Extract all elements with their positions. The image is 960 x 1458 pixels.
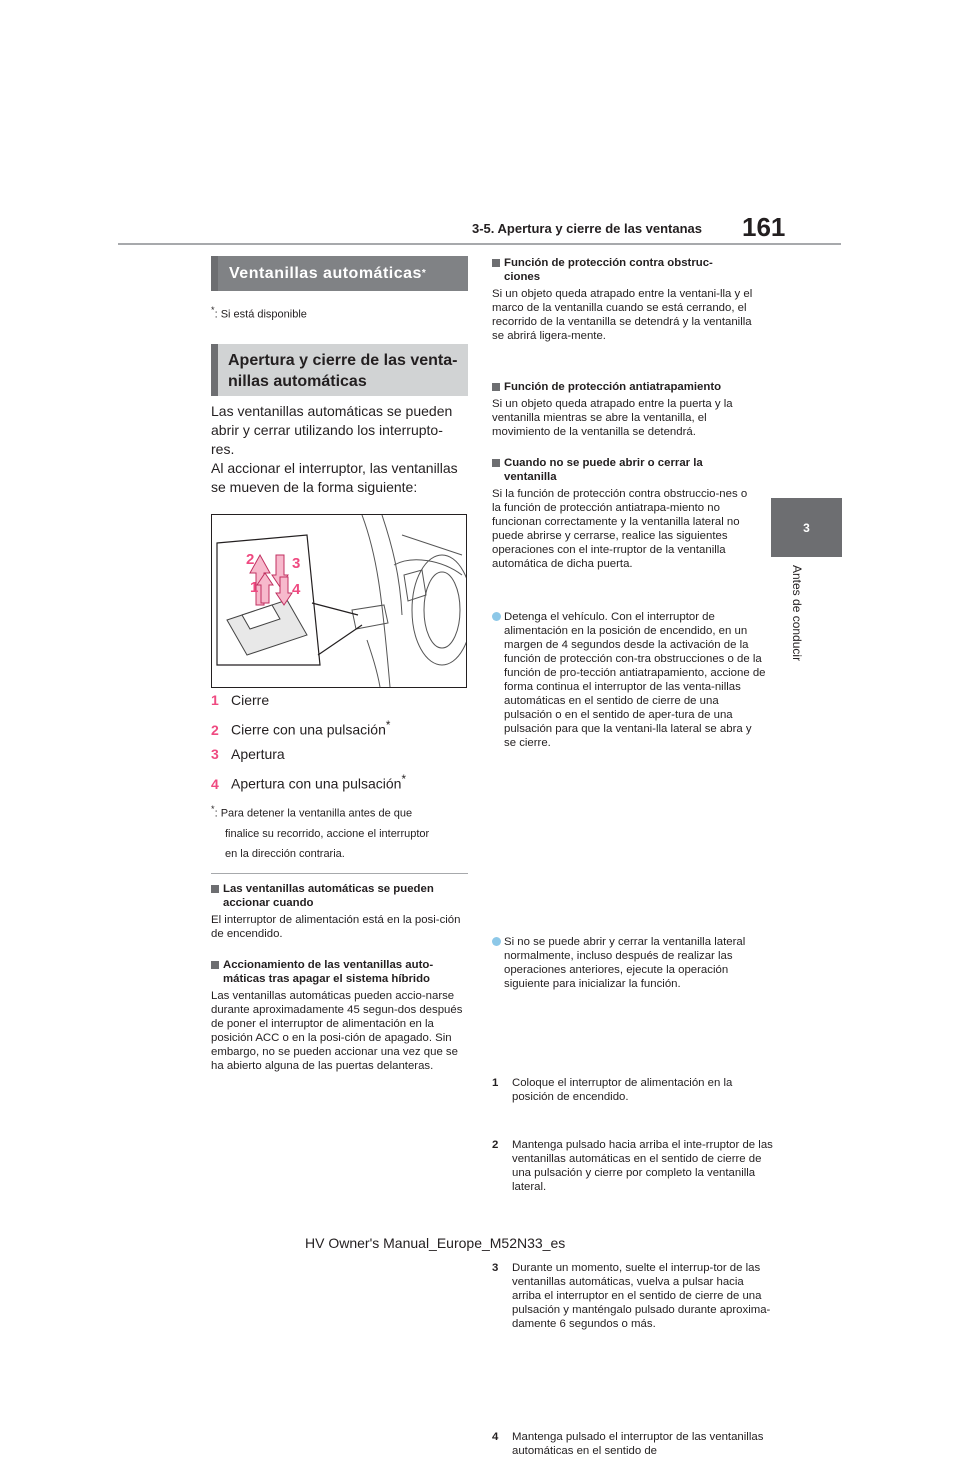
title-line: ventanilla [504, 471, 557, 483]
step-item [492, 1076, 774, 1104]
section-heading [211, 256, 468, 291]
intro-line: abrir y cerrar utilizando los interrupto- [211, 422, 443, 438]
note-line: en la dirección contraria. [225, 847, 345, 860]
legend-item [211, 746, 285, 762]
note-mark: * [211, 804, 215, 814]
footnote-mark: * [211, 305, 215, 315]
intro-line: se mueven de la forma siguiente: [211, 479, 418, 495]
info-section-body: Si un objeto queda atrapado entre la puerta y la ventanilla mientras se abre la ventanilla, el movimiento de la ventanilla se detendrá. [492, 398, 733, 438]
step-text: Durante un momento, suelte el interrup-tor de las ventanillas automáticas, vuelva a pulsar hacia arriba el interruptor en el sentido de cierre de una pulsación y manténgalo pulsado durante aproxima-damente 6 segundos o más. [512, 1262, 771, 1330]
intro-line: Al accionar el interruptor, las ventanillas [211, 460, 458, 476]
figure-label-3: 3 [292, 555, 301, 572]
step-number: 3 [492, 1262, 499, 1274]
info-section-body: Las ventanillas automáticas pueden accio-narse durante aproximadamente 45 segun-dos después de poner el interruptor de alimentación en la posición ACC o en la posi-ción de apagado. Sin embargo, no se pueden accionar una vez que se ha abierto alguna de las puertas delanteras. [211, 990, 463, 1072]
figure-label-1: 1 [250, 579, 259, 596]
step-text: Coloque el interruptor de alimentación en la posición de encendido. [512, 1077, 733, 1103]
subsection-heading [211, 344, 468, 396]
info-section [211, 958, 468, 1073]
intro-line: res. [211, 441, 235, 457]
info-section-title [211, 882, 468, 910]
subsection-heading-line2: nillas automáticas [228, 373, 367, 390]
section-heading-text: Ventanillas automáticas [229, 264, 422, 282]
bullet-item: Detenga el vehículo. Con el interruptor de alimentación en la posición de encendido, en un margen de 4 segundos desde la activación de la función de protección con-tra obstrucciones o de la función de pro-tección antiatrapamiento, accione de forma continua el interruptor de las venta-nillas automáticas en el sentido de cierre de una pulsación o en el sentido de aper-tura de una pulsación para que la ventani-lla lateral se abra y se cierre. [492, 610, 766, 750]
info-section [492, 456, 754, 571]
note-line: : Para detener la ventanilla antes de que [214, 807, 413, 820]
legend-number: 1 [211, 692, 219, 708]
info-section-body: Si la función de protección contra obstruccio-nes o la función de protección antiatrapa-miento no funcionan correctamente y la ventanilla lateral no puede abrirse y cerrarse, realice las siguientes operaciones con el inte-rruptor de la ventanilla automática de dicha puerta. [492, 488, 748, 570]
step-item [492, 1138, 774, 1194]
subsection-heading-line1: Apertura y cierre de las venta- [228, 352, 458, 369]
info-section [492, 380, 754, 439]
legend-item [211, 773, 406, 792]
legend-item [211, 719, 390, 738]
info-section-body: Si un objeto queda atrapado entre la ventani-lla y el marco de la ventanilla cuando se está cerrando, el recorrido de la ventanilla se detendrá y la ventanilla se abrirá ligera-mente. [492, 288, 753, 342]
info-section-title [211, 958, 468, 986]
chapter-tab: 3 [771, 498, 842, 557]
legend-text: Apertura [231, 746, 285, 762]
legend-number: 4 [211, 775, 219, 792]
info-section [211, 882, 468, 941]
info-section-title [492, 456, 754, 484]
bullet-item: Si no se puede abrir y cerrar la ventanilla lateral normalmente, incluso después de realizar las operaciones anteriores, ejecute la operación siguiente para inicializar la función. [492, 935, 766, 991]
info-section-title [492, 256, 754, 284]
separator [211, 873, 468, 874]
figure-label-2: 2 [246, 551, 255, 568]
step-item [492, 1430, 774, 1458]
page-number: 161 [742, 212, 786, 242]
legend-text: Apertura con una pulsación [231, 775, 402, 792]
legend-mark: * [401, 773, 406, 786]
title-line: Cuando no se puede abrir o cerrar la [504, 457, 703, 469]
chapter-label: Antes de conducir [790, 565, 804, 662]
section-heading-mark: * [421, 268, 427, 279]
step-number: 1 [492, 1077, 499, 1089]
figure-label-4: 4 [292, 581, 301, 598]
title-line: Función de protección contra obstruc- [504, 257, 713, 269]
note-line: finalice su recorrido, accione el interruptor [225, 827, 430, 840]
info-section-title: Función de protección antiatrapamiento [492, 380, 754, 394]
dashboard-drawing [212, 515, 466, 687]
legend-number: 2 [211, 721, 219, 738]
step-number: 4 [492, 1431, 499, 1443]
title-line: máticas tras apagar el sistema híbrido [223, 973, 431, 985]
title-line: Las ventanillas automáticas se pueden [223, 883, 434, 895]
legend-number: 3 [211, 746, 219, 762]
section-title: 3-5. Apertura y cierre de las ventanas [472, 221, 703, 236]
availability-footnote [211, 305, 307, 321]
step-number: 2 [492, 1139, 499, 1151]
intro-line: Las ventanillas automáticas se pueden [211, 403, 453, 419]
info-section [492, 256, 754, 343]
footnote-text: : Si está disponible [214, 308, 307, 321]
step-text: Mantenga pulsado el interruptor de las ventanillas automáticas en el sentido de [512, 1431, 764, 1457]
legend-text: Cierre con una pulsación [231, 721, 386, 738]
step-item [492, 1261, 774, 1331]
stop-window-note [211, 799, 473, 864]
intro-paragraph [211, 402, 473, 497]
step-text: Mantenga pulsado hacia arriba el inte-rruptor de las ventanillas automáticas en el sentido de cierre de una pulsación y cierre por completo la ventanilla lateral. [512, 1139, 773, 1193]
title-line: Accionamiento de las ventanillas auto- [223, 959, 434, 971]
title-line: ciones [504, 271, 541, 283]
legend-mark: * [385, 719, 391, 732]
title-line: accionar cuando [223, 897, 314, 909]
info-section-body: El interruptor de alimentación está en la posi-ción de encendido. [211, 914, 461, 940]
legend-item [211, 692, 269, 708]
legend-text: Cierre [231, 692, 270, 708]
window-switch-illustration [211, 514, 467, 688]
header-rule [118, 243, 841, 245]
manual-footer: HV Owner's Manual_Europe_M52N33_es [305, 1235, 566, 1251]
